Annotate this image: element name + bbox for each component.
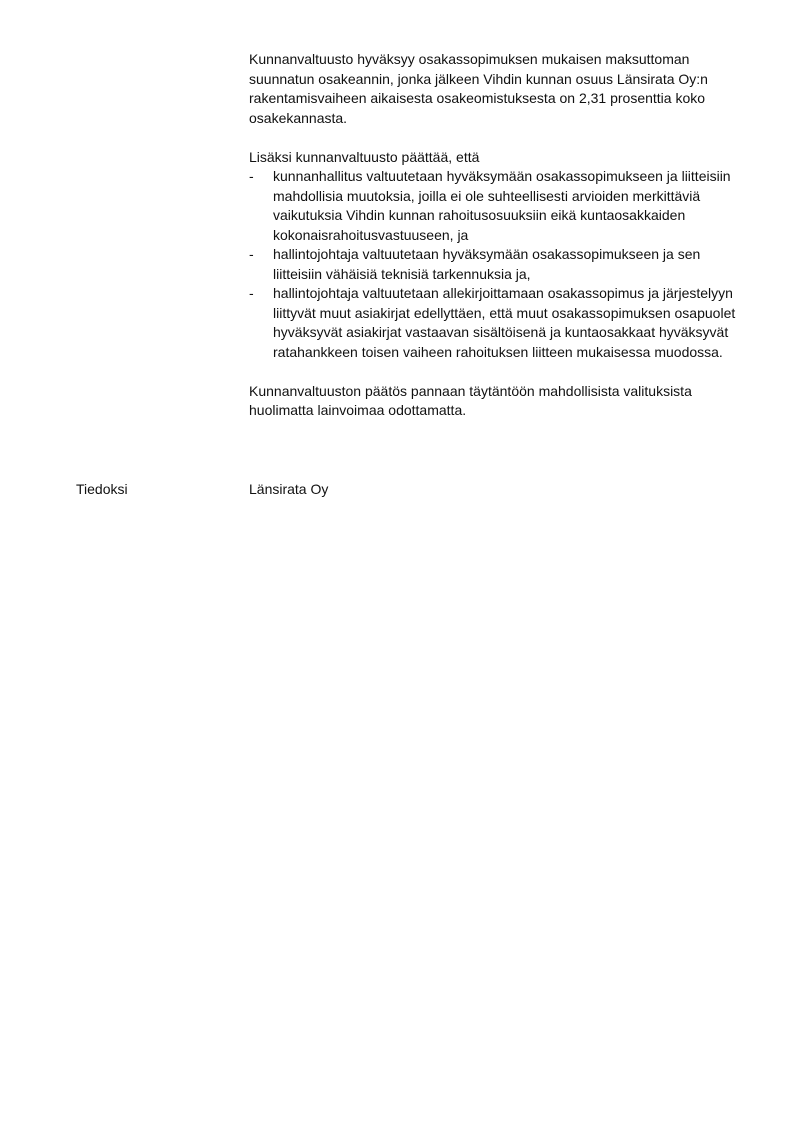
tiedoksi-value: Länsirata Oy <box>249 481 329 497</box>
paragraph-spacer <box>249 128 739 148</box>
list-item <box>249 167 739 245</box>
enforcement-paragraph: Kunnanvaltuuston päätös pannaan täytäntöön mahdollisista valituksista huolimatta lainvoimaa odottamatta. <box>249 382 692 418</box>
list-item-text: hallintojohtaja valtuutetaan hyväksymään osakassopimukseen ja sen liitteisiin vähäisiä teknisiä tarkennuksia ja, <box>273 246 701 282</box>
decision-body <box>249 50 739 421</box>
decision-intro: Lisäksi kunnanvaltuusto päättää, että <box>249 148 480 165</box>
list-item-text: hallintojohtaja valtuutetaan allekirjoittamaan osakassopimus ja järjestelyyn liittyvät muut asiakirjat edellyttäen, että muut osakassopimuksen osapuolet hyväksyvät asiakirjat vastaavan sisältöisenä ja kuntaosakkaat hyväksyvät ratahankkeen toisen vaiheen rahoituksen liitteen mukaisessa muodossa. <box>273 285 736 360</box>
share-issue-paragraph: Kunnanvaltuusto hyväksyy osakassopimuksen mukaisen maksuttoman suunnatun osakeannin, jonka jälkeen Vihdin kunnan osuus Länsirata Oy:n rakentamisvaiheen aikaisesta osakeomistuksesta on 2,31 prosenttia koko osakekannasta. <box>249 51 708 126</box>
list-item-text: kunnanhallitus valtuutetaan hyväksymään osakassopimukseen ja liitteisiin mahdollisia muutoksia, joilla ei ole suhteellisesti arvioiden merkittäviä vaikutuksia Vihdin kunnan rahoitusosuuksiin eikä kuntaosakkaiden kokonaisrahoitusvastuuseen, ja <box>273 168 731 243</box>
decision-list <box>249 167 739 362</box>
list-item <box>249 245 739 284</box>
dash-bullet: - <box>249 168 254 184</box>
paragraph-spacer <box>249 362 739 382</box>
list-item <box>249 284 739 362</box>
dash-bullet: - <box>249 246 254 262</box>
tiedoksi-label: Tiedoksi <box>76 481 128 497</box>
dash-bullet: - <box>249 285 254 301</box>
